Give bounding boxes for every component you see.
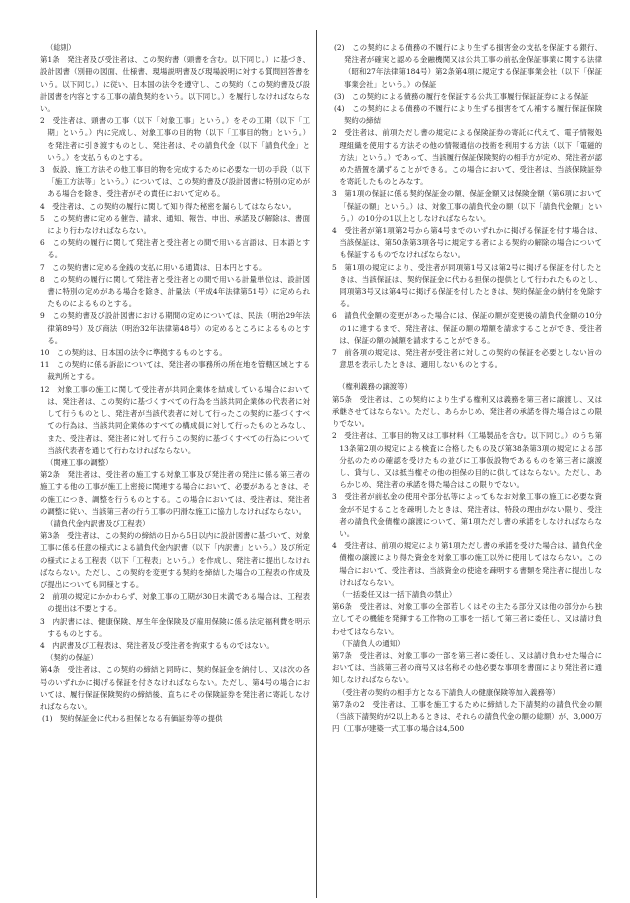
clause-paragraph: 2 前項の規定にかかわらず、対象工事の工期が30日未満である場合は、工程表の提出は不要とする。	[40, 592, 310, 614]
section-heading: （総則）	[46, 43, 76, 52]
clause-paragraph: 9 この契約書及び設計図書における期間の定めについては、民法（明治29年法律第89号）及び商法（明治32年法律第48号）の定めるところによるものとする。	[40, 311, 310, 345]
clause-paragraph: 2 受注者は、前項ただし書の規定による保険証券の寄託に代えて、電子情報処理組織を使用する方法その他の情報通信の技術を利用する方法（以下「電磁的方法」という。）であって、当該履行保証保険契約の相手方が定め、発注者が認めた措置を講ずることができる。この場合において、受注者は、当該保険証券を寄託したものとみなす。	[332, 128, 602, 187]
clause-paragraph: 10 この契約は、日本国の法令に準拠するものとする。	[40, 348, 227, 358]
article-paragraph: 第7条の2 受注者は、工事を施工するために締結した下請契約の請負代金の額（当該下請契約が2以上あるときは、それらの請負代金の額の総額）が、3,000万円（工事が建築一式工事の場合は4,500	[332, 699, 602, 734]
clause-paragraph: 12 対象工事の施工に関して受注者が共同企業体を結成している場合においては、発注者は、この契約に基づくすべての行為を当該共同企業体の代表者に対して行うものとし、発注者が当該代表者に対して行ったこの契約に基づくすべての行為は、当該共同企業体のすべての構成員に対して行ったものとみなし、また、受注者は、発注者に対して行うこの契約に基づくすべての行為について当該代表者を通じて行わなければならない。	[40, 384, 310, 455]
article-paragraph: 第2条 発注者は、受注者の施工する対象工事及び発注者の発注に係る第三者の施工する他の工事が施工上密接に関連する場合において、必要があるときは、その施工につき、調整を行うものとする。この場合においては、受注者は、発注者の調整に従い、当該第三者の行う工事の円滑な施工に協力しなければならない。	[40, 470, 310, 516]
clause-paragraph: 4 受注者は、この契約の履行に関して知り得た秘密を漏らしてはならない。	[40, 201, 296, 211]
list-item: (4) この契約による債務の不履行により生ずる損害をてん補する履行保証保険契約の締結	[334, 104, 602, 126]
clause-paragraph: 8 この契約の履行に関して発注者と受注者との間で用いる計量単位は、設計図書に特別の定めがある場合を除き、計量法（平成4年法律第51号）に定められたものによるものとする。	[40, 274, 310, 309]
section-heading: （関連工事の調整）	[46, 457, 113, 467]
article-paragraph: 第3条 受注者は、この契約の締結の日から5日以内に設計図書に基づいて、対象工事に係る任意の様式による請負代金内訳書（以下「内訳書」という。）及び所定の様式による工程表（以下「工程表」という。）を作成し、発注者に提出しなければならない。ただし、この契約を変更する契約を締結した場合の工程表の作成及び提出についても同様とする。	[40, 531, 310, 589]
clause-paragraph: 5 第1項の規定により、受注者が同項第1号又は第2号に掲げる保証を付したときは、当該保証は、契約保証金に代わる担保の提供として行われたものとし、同項第3号又は第4号に掲げる保証を付したときは、契約保証金の納付を免除する。	[332, 262, 602, 309]
clause-paragraph: 4 受注者が第1項第2号から第4号までのいずれかに掲げる保証を付す場合は、当該保証は、第50条第3項各号に規定する者による契約の解除の場合についても保証するものでなければならない。	[332, 226, 602, 260]
clause-paragraph: 6 この契約の履行に関して発注者と受注者との間で用いる言語は、日本語とする。	[40, 238, 310, 260]
left-column	[40, 42, 310, 725]
list-item: (1) 契約保証金に代わる担保となる有価証券等の提供	[42, 714, 223, 724]
section-heading: （下請負人の通知）	[338, 638, 405, 648]
clause-paragraph: 3 内訳書には、健康保険、厚生年金保険及び雇用保険に係る法定福利費を明示するものとする。	[40, 616, 310, 638]
article-paragraph: 第7条 受注者は、対象工事の一部を第三者に委任し、又は請け負わせた場合においては、当該第三者の商号又は名称その他必要な事項を書面により発注者に通知しなければならない。	[332, 650, 602, 685]
article-paragraph: 第1条 発注者及び受注者は、この契約書（頭書を含む。以下同じ。）に基づき、設計図書（別冊の図面、仕様書、現場説明書及び現場説明に対する質問回答書をいう。以下同じ。）に従い、日本国の法令を遵守し、この契約（この契約書及び設計図書を内容とする工事の請負契約をいう。以下同じ。）を履行しなければならない。	[40, 55, 310, 114]
clause-paragraph: 2 受注者は、頭書の工事（以下「対象工事」という。）をその工期（以下「工期」という。）内に完成し、対象工事の目的物（以下「工事目的物」という。）を発注者に引き渡すものとし、発注者は、その請負代金（以下「請負代金」という。）を支払うものとする。	[40, 116, 310, 162]
article-paragraph: 第6条 受注者は、対象工事の全部若しくはその主たる部分又は他の部分から独立してその機能を発揮する工作物の工事を一括して第三者に委任し、又は請け負わせてはならない。	[332, 602, 602, 636]
clause-paragraph: 7 前各項の規定は、発注者が受注者に対しこの契約の保証を必要としない旨の意思を表示したときは、適用しないものとする。	[332, 348, 602, 370]
section-heading: （一括委任又は一括下請負の禁止）	[338, 589, 457, 599]
list-item: (3) この契約による債務の履行を保証する公共工事履行保証証券による保証	[334, 91, 589, 101]
section-heading: （契約の保証）	[46, 653, 98, 663]
clause-paragraph: 3 第1項の保証に係る契約保証金の額、保証金額又は保険金額（第6項において「保証の額」という。）は、対象工事の請負代金の額（以下「請負代金額」という。）の10分の1以上としなければならない。	[332, 189, 602, 223]
section-heading: （受注者の契約の相手方となる下請負人の健康保険等加入義務等）	[338, 687, 560, 697]
section-heading: （権利義務の譲渡等）	[338, 382, 412, 392]
article-paragraph: 第5条 受注者は、この契約により生ずる権利又は義務を第三者に譲渡し、又は承継させてはならない。ただし、あらかじめ、発注者の承諾を得た場合はこの限りでない。	[332, 394, 602, 429]
section-heading: （請負代金内訳書及び工程表）	[46, 518, 150, 528]
clause-paragraph: 5 この契約書に定める催告、請求、通知、報告、申出、承諾及び解除は、書面により行わなければならない。	[40, 213, 310, 236]
column-divider	[316, 30, 317, 898]
article-paragraph: 第4条 受注者は、この契約の締結と同時に、契約保証金を納付し、又は次の各号のいずれかに掲げる保証を付さなければならない。ただし、第4号の場合においては、履行保証保険契約の締結後、直ちにその保険証券を発注者に寄託しなければならない。	[40, 665, 310, 711]
clause-paragraph: 6 請負代金額の変更があった場合には、保証の額が変更後の請負代金額の10分の1に達するまで、発注者は、保証の額の増額を請求することができ、受注者は、保証の額の減額を請求することができる。	[332, 311, 602, 345]
clause-paragraph: 4 内訳書及び工程表は、発注者及び受注者を拘束するものではない。	[40, 640, 274, 650]
clause-paragraph: 3 仮設、施工方法その他工事目的物を完成するために必要な一切の手段（以下「施工方法等」という。）については、この契約書及び設計図書に特別の定めがある場合を除き、受注者がその責任において定める。	[40, 165, 310, 199]
clause-paragraph: 7 この契約書に定める金銭の支払に用いる通貨は、日本円とする。	[40, 262, 267, 272]
clause-paragraph: 2 受注者は、工事目的物又は工事材料（工場製品を含む。以下同じ。）のうち第13条第2項の規定による検査に合格したもの及び第38条第3項の規定による部分払のための確認を受けたもの並びに工事仮設物であるものを第三者に譲渡し、貸与し、又は抵当権その他の担保の目的に供してはならない。ただし、あらかじめ、発注者の承諾を得た場合はこの限りでない。	[332, 431, 602, 490]
clause-paragraph: 11 この契約に係る訴訟については、発注者の事務所の所在地を管轄区域とする裁判所とする。	[40, 360, 310, 382]
spacer	[332, 371, 602, 381]
right-column	[332, 42, 602, 735]
clause-paragraph: 3 受注者が前払金の使用や部分払等によってもなお対象工事の施工に必要な資金が不足することを疎明したときは、発注者は、特段の理由がない限り、受注者の請負代金債権の譲渡について、第1項ただし書の承諾をしなければならない。	[332, 492, 602, 538]
clause-paragraph: 4 受注者は、前項の規定により第1項ただし書の承諾を受けた場合は、請負代金債権の譲渡により得た資金を対象工事の施工以外に使用してはならない。この場合において、受注者は、当該資金の使途を疎明する書類を発注者に提出しなければならない。	[332, 541, 602, 587]
list-item: (2) この契約による債務の不履行により生ずる損害金の支払を保証する銀行、発注者が確実と認める金融機関又は公共工事の前払金保証事業に関する法律（昭和27年法律第184号）第2条第4項に規定する保証事業会社（以下「保証事業会社」という。）の保証	[334, 43, 602, 89]
